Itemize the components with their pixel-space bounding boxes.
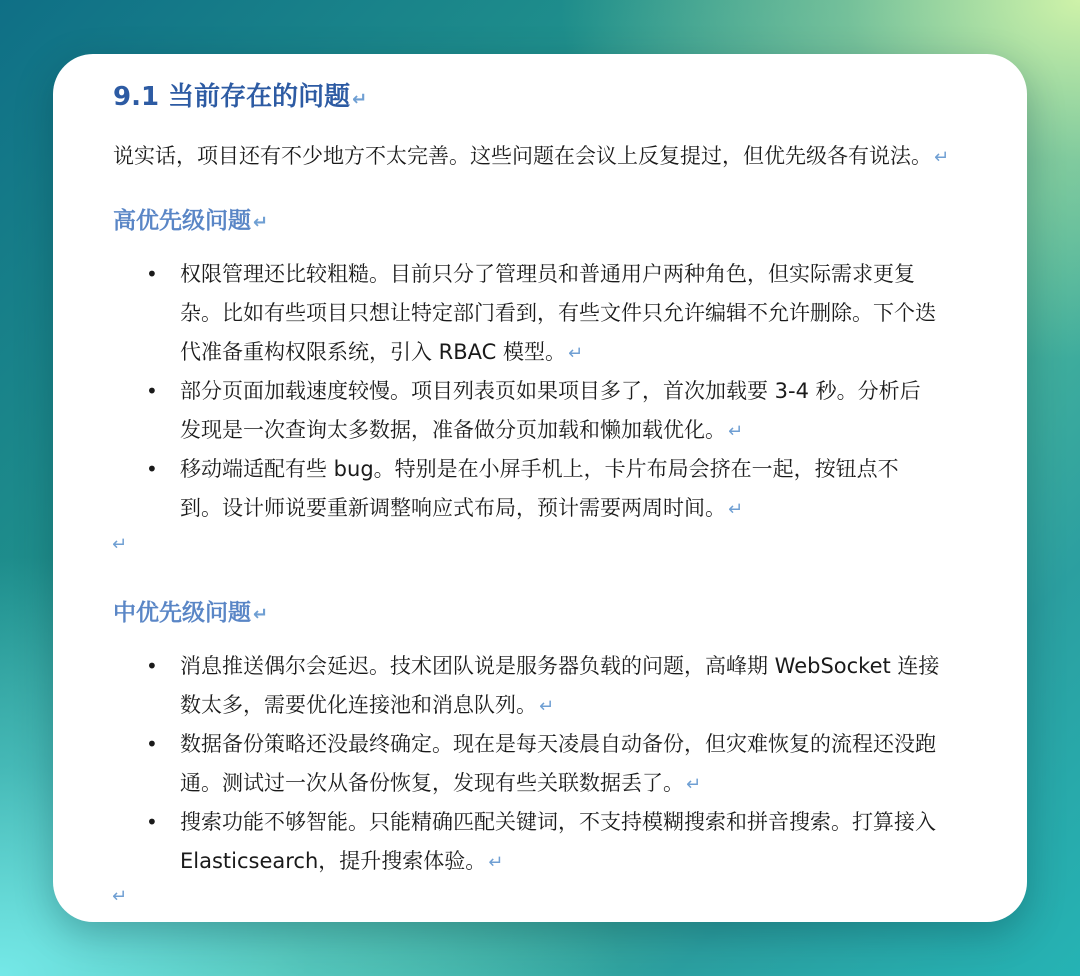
- list-item-line: 消息推送偶尔会延迟。技术团队说是服务器负载的问题，高峰期 WebSocket 连接: [180, 654, 940, 678]
- section-title: [113, 78, 367, 119]
- paragraph-mark-icon: ↵: [568, 343, 584, 364]
- paragraph-mark-icon: ↵: [253, 212, 269, 233]
- list-bullet: •: [146, 379, 158, 403]
- list-item-line-last: [180, 489, 743, 529]
- list-item-text: 通。测试过一次从备份恢复，发现有些关联数据丢了。: [180, 771, 684, 795]
- paragraph-mark-icon: ↵: [728, 499, 744, 520]
- list-item-line: 搜索功能不够智能。只能精确匹配关键词，不支持模糊搜索和拼音搜索。打算接入: [180, 810, 936, 834]
- section-title-text: 9.1 当前存在的问题: [113, 82, 351, 112]
- list-item-text: 到。设计师说要重新调整响应式布局，预计需要两周时间。: [180, 496, 726, 520]
- list-bullet: •: [146, 262, 158, 286]
- list-item-text: 数太多，需要优化连接池和消息队列。: [180, 693, 537, 717]
- intro-paragraph: [113, 138, 949, 176]
- list-bullet: •: [146, 732, 158, 756]
- medium-priority-heading-text: 中优先级问题: [113, 600, 251, 626]
- paragraph-mark-icon: ↵: [934, 147, 950, 168]
- list-item-text: 代准备重构权限系统，引入 RBAC 模型。: [180, 340, 567, 364]
- list-item-text: Elasticsearch，提升搜索体验。: [180, 849, 487, 873]
- list-bullet: •: [146, 457, 158, 481]
- list-item-line: 移动端适配有些 bug。特别是在小屏手机上，卡片布局会挤在一起，按钮点不: [180, 457, 899, 481]
- paragraph-mark-icon: ↵: [728, 421, 744, 442]
- empty-paragraph-mark-icon: ↵: [112, 886, 128, 907]
- empty-paragraph-mark-icon: ↵: [112, 534, 128, 555]
- list-item-line: 数据备份策略还没最终确定。现在是每天凌晨自动备份，但灾难恢复的流程还没跑: [180, 732, 936, 756]
- paragraph-mark-icon: ↵: [253, 604, 269, 625]
- list-item-line-last: [180, 411, 743, 451]
- list-item-line-last: [180, 842, 503, 882]
- list-bullet: •: [146, 810, 158, 834]
- list-bullet: •: [146, 654, 158, 678]
- medium-priority-heading: [113, 595, 268, 633]
- list-item-line: 杂。比如有些项目只想让特定部门看到，有些文件只允许编辑不允许删除。下个迭: [180, 301, 936, 325]
- paragraph-mark-icon: ↵: [539, 696, 555, 717]
- list-item-text: 发现是一次查询太多数据，准备做分页加载和懒加载优化。: [180, 418, 726, 442]
- paragraph-mark-icon: ↵: [686, 774, 702, 795]
- list-item-line: 权限管理还比较粗糙。目前只分了管理员和普通用户两种角色，但实际需求更复: [180, 262, 915, 286]
- intro-text: 说实话，项目还有不少地方不太完善。这些问题在会议上反复提过，但优先级各有说法。: [113, 144, 932, 168]
- high-priority-heading-text: 高优先级问题: [113, 208, 251, 234]
- list-item-line-last: [180, 764, 701, 804]
- list-item-line-last: [180, 686, 554, 726]
- list-item-line-last: [180, 333, 583, 373]
- paragraph-mark-icon: ↵: [488, 852, 504, 873]
- high-priority-heading: [113, 203, 268, 241]
- paragraph-mark-icon: ↵: [352, 89, 368, 110]
- list-item-line: 部分页面加载速度较慢。项目列表页如果项目多了，首次加载要 3-4 秒。分析后: [180, 379, 921, 403]
